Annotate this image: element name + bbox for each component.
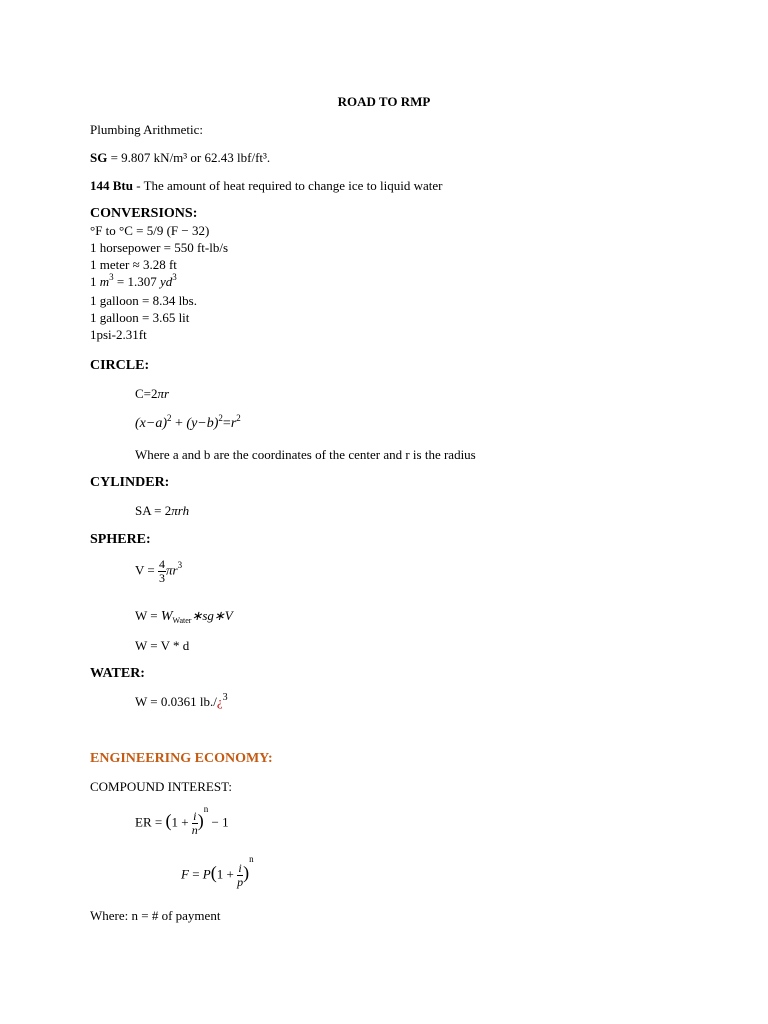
effective-rate-formula: ER = (1 + $\frac{i}{n}$ )$^n$ − 1 [135,804,229,837]
conversion-meter: 1 meter ≈ 3.28 ft [90,257,177,272]
circle-circumference: C=2πr [135,386,170,401]
conversion-psi: 1psi-2.31ft [90,327,147,342]
conversion-gallon-lit: 1 galloon = 3.65 lit [90,310,190,325]
btu-label: 144 Btu [90,178,133,193]
cylinder-heading: CYLINDER: [90,475,170,490]
where-n-note: Where: n = # of payment [90,908,221,923]
sphere-weight-density: W = V * d [135,638,190,653]
engineering-economy-heading: ENGINEERING ECONOMY: [90,751,273,766]
sg-line [90,150,270,166]
compound-interest-label: COMPOUND INTEREST: [90,779,232,794]
sg-label: SG [90,150,108,165]
conversion-temp: °F to °C = 5/9 (F − 32) [90,223,210,238]
conversions-list [90,222,228,343]
circle-equation: $(x-a)^2 + (y-b)^2=r^2$ [135,413,241,431]
sphere-weight: $W = W_{Water}∗sg∗V$ [135,608,233,625]
conversion-gallon-lbs: 1 galloon = 8.34 lbs. [90,293,197,308]
plumbing-arithmetic-label: Plumbing Arithmetic: [90,122,204,137]
page-title: ROAD TO RMP [337,94,431,109]
conversion-cubic: 1 $m^3 = 1.307$ $yd^3$ [90,272,177,289]
conversions-heading: CONVERSIONS: [90,206,198,221]
btu-text: - The amount of heat required to change ice to liquid water [132,178,443,193]
sphere-volume: V = $\frac{4}{3}$ $\pi r^3$ [135,557,183,585]
sphere-heading: SPHERE: [90,532,151,547]
circle-where-note: Where a and b are the coordinates of the center and r is the radius [135,447,476,462]
conversion-horsepower: 1 horsepower = 550 ft-lb/s [90,240,229,255]
future-value-formula: F = P(1 + $\frac{i}{p}$ )$^n$ [181,854,254,889]
water-heading: WATER: [90,666,145,681]
circle-heading: CIRCLE: [90,358,150,373]
water-weight: W = 0.0361 lb./¿$^3$ [135,692,228,709]
cylinder-surface-area: SA = 2πrh [135,503,190,518]
sg-text: = 9.807 kN/m³ or 62.43 lbf/ft³. [107,150,271,165]
btu-line [90,178,442,194]
